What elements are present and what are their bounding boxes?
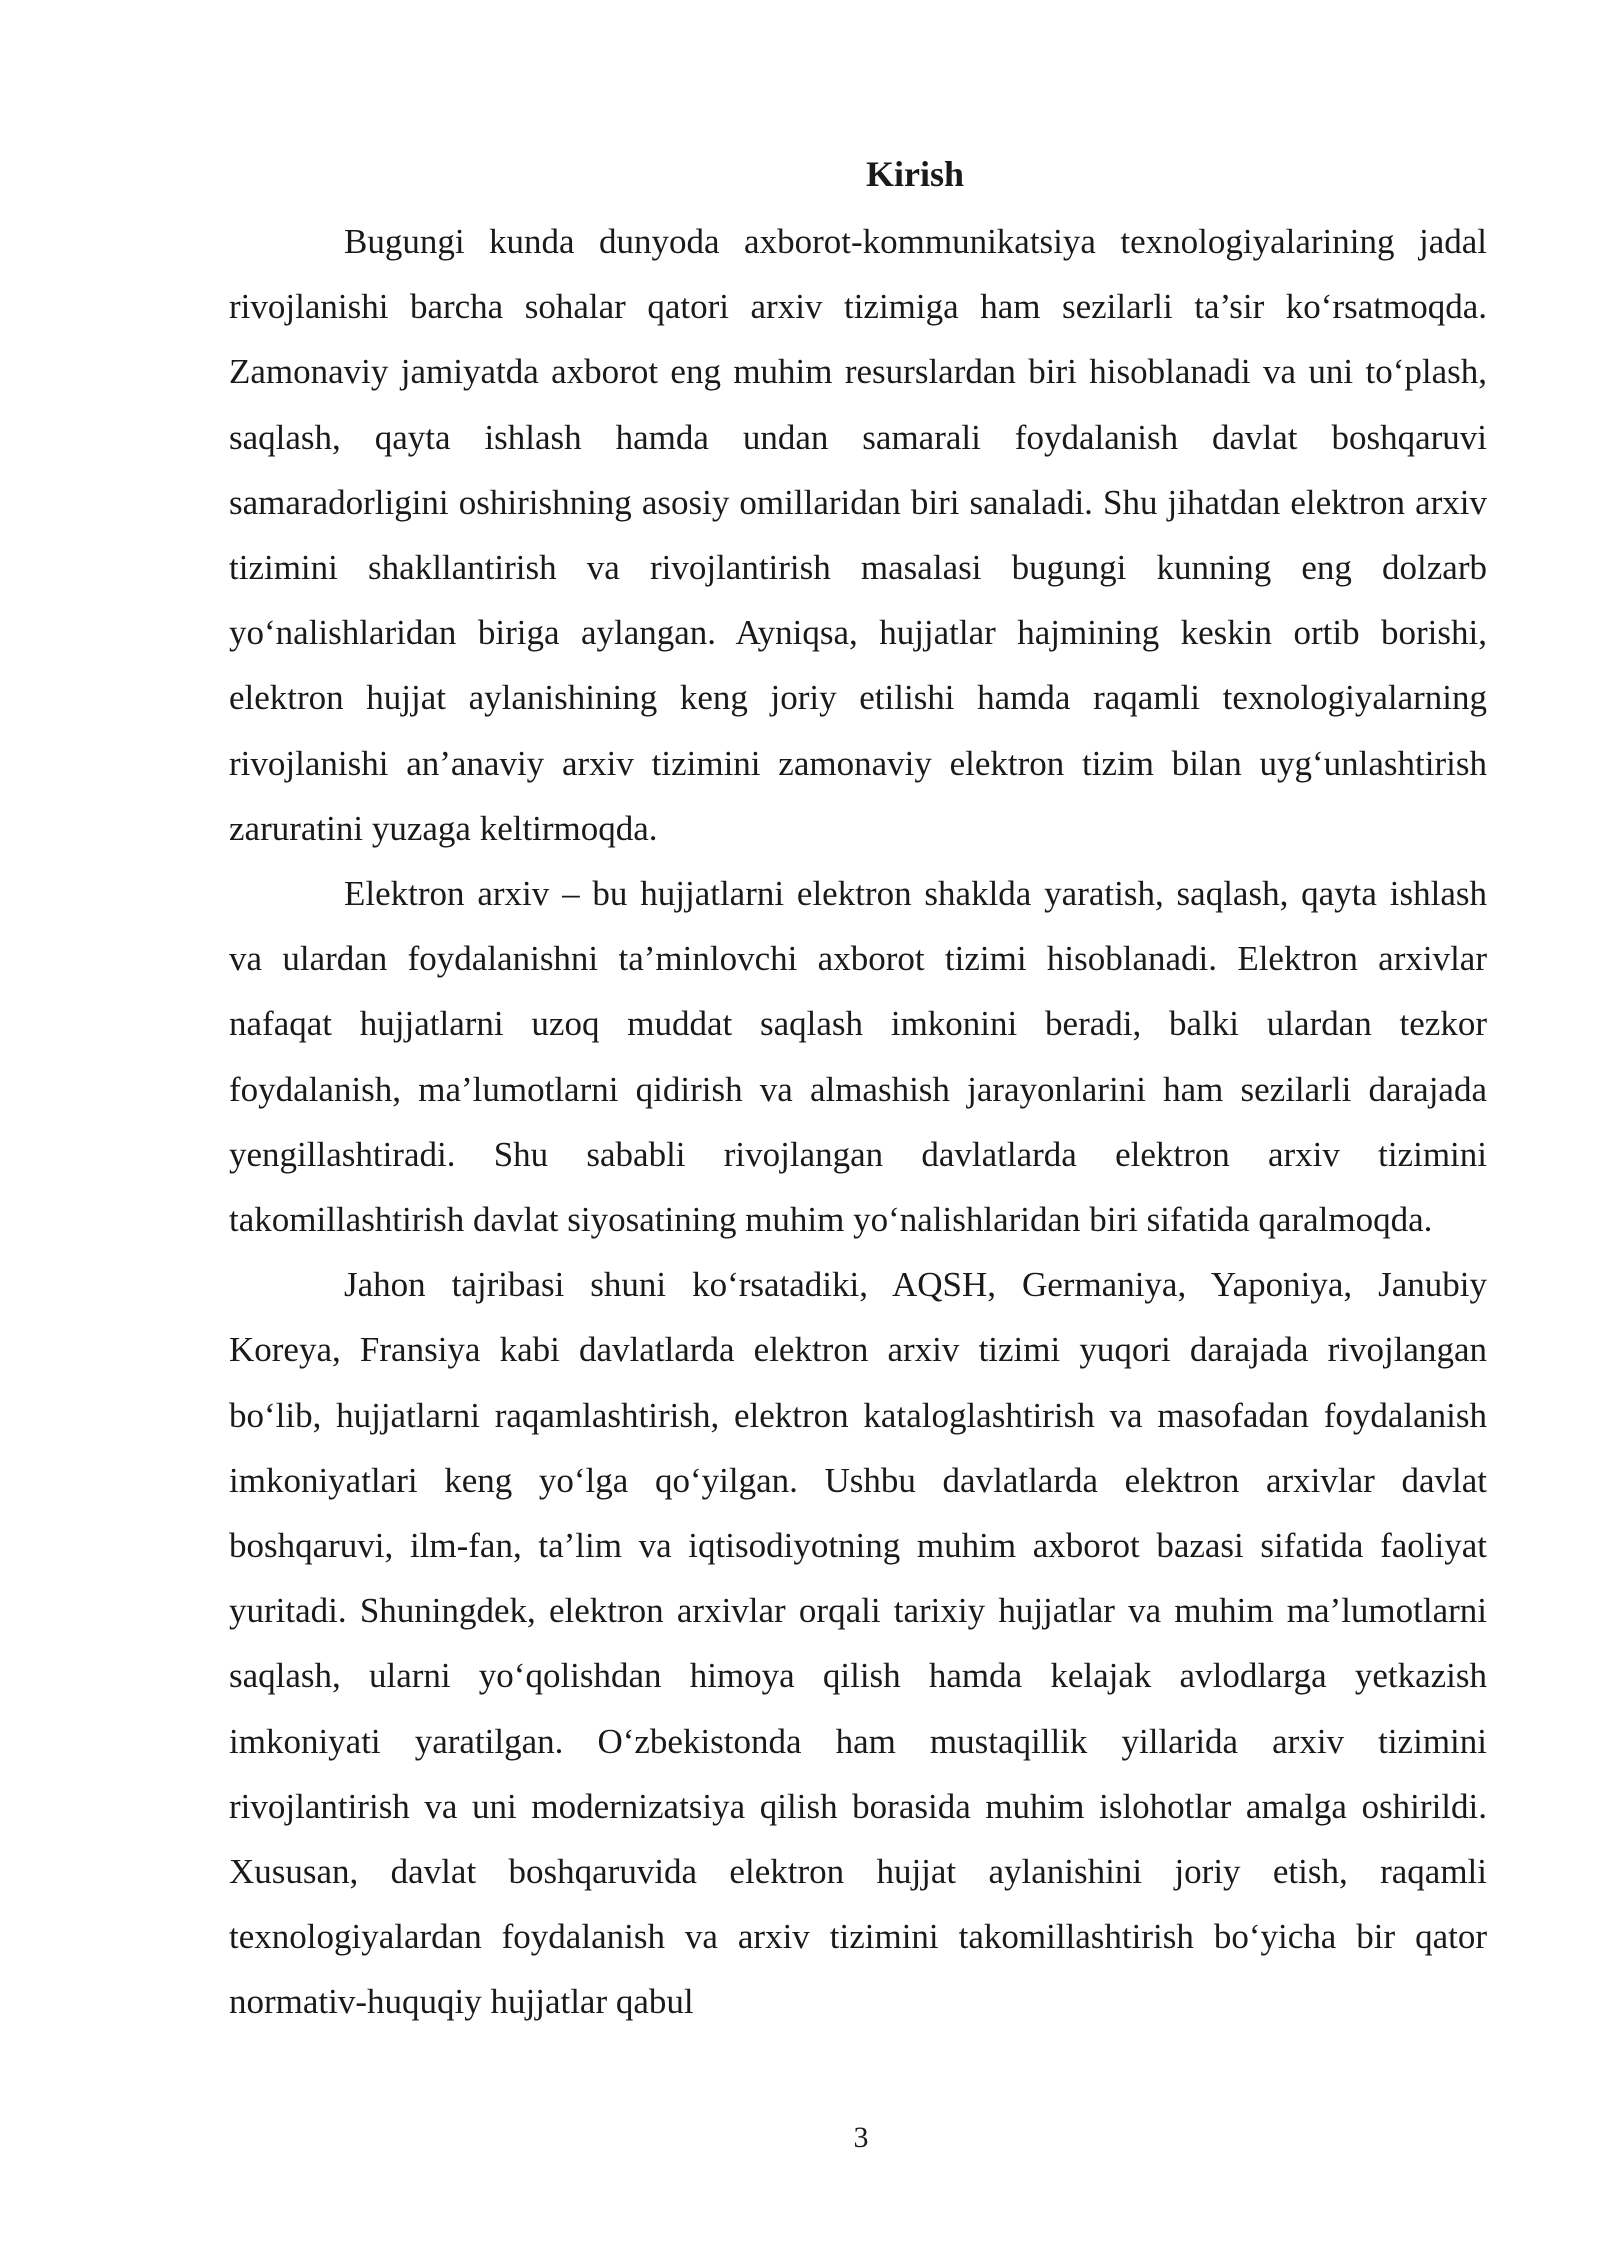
paragraph-2: Elektron arxiv – bu hujjatlarni elektron shaklda yaratish, saqlash, qayta ishlash va ulardan foydalanishni ta’minlovchi axborot tizimi hisoblanadi. Elektron arxivlar nafaqat hujjatlarni uzoq muddat saqlash imkonini beradi, balki ulardan tezkor foydalanish, ma’lumotlarni qidirish va almashish jarayonlarini ham sezilarli darajada yengillashtiradi. Shu sababli rivojlangan davlatlarda elektron arxiv tizimini takomillashtirish davlat siyosatining muhim yo‘nalishlaridan biri sifatida qaralmoqda. (229, 874, 1487, 1240)
page-number: 3 (853, 2121, 869, 2154)
paragraph-3: Jahon tajribasi shuni ko‘rsatadiki, AQSH, Germaniya, Yaponiya, Janubiy Koreya, Fransiya kabi davlatlarda elektron arxiv tizimi yuqori darajada rivojlangan bo‘lib, hujjatlarni raqamlashtirish, elektron kataloglashtirish va masofadan foydalanish imkoniyatlari keng yo‘lga qo‘yilgan. Ushbu davlatlarda elektron arxivlar davlat boshqaruvi, ilm-fan, ta’lim va iqtisodiyotning muhim axborot bazasi sifatida faoliyat yuritadi. Shuningdek, elektron arxivlar orqali tarixiy hujjatlar va muhim ma’lumotlarni saqlash, ularni yo‘qolishdan himoya qilish hamda kelajak avlodlarga yetkazish imkoniyati yaratilgan. O‘zbekistonda ham mustaqillik yillarida arxiv tizimini rivojlantirish va uni modernizatsiya qilish borasida muhim islohotlar amalga oshirildi. Xususan, davlat boshqaruvida elektron hujjat aylanishini joriy etish, raqamli texnologiyalardan foydalanish va arxiv tizimini takomillashtirish bo‘yicha bir qator normativ-huquqiy hujjatlar qabul (229, 1265, 1487, 2022)
paragraph-1: Bugungi kunda dunyoda axborot-kommunikatsiya texnologiyalarining jadal rivojlanishi barcha sohalar qatori arxiv tizimiga ham sezilarli ta’sir ko‘rsatmoqda. Zamonaviy jamiyatda axborot eng muhim resurslardan biri hisoblanadi va uni to‘plash, saqlash, qayta ishlash hamda undan samarali foydalanish davlat boshqaruvi samaradorligini oshirishning asosiy omillaridan biri sanaladi. Shu jihatdan elektron arxiv tizimini shakllantirish va rivojlantirish masalasi bugungi kunning eng dolzarb yo‘nalishlaridan biriga aylangan. Ayniqsa, hujjatlar hajmining keskin ortib borishi, elektron hujjat aylanishining keng joriy etilishi hamda raqamli texnologiyalarning rivojlanishi an’anaviy arxiv tizimini zamonaviy elektron tizim bilan uyg‘unlashtirish zaruratini yuzaga keltirmoqda. (229, 222, 1487, 848)
section-title: Kirish (865, 154, 964, 194)
body-text (229, 209, 1487, 2035)
